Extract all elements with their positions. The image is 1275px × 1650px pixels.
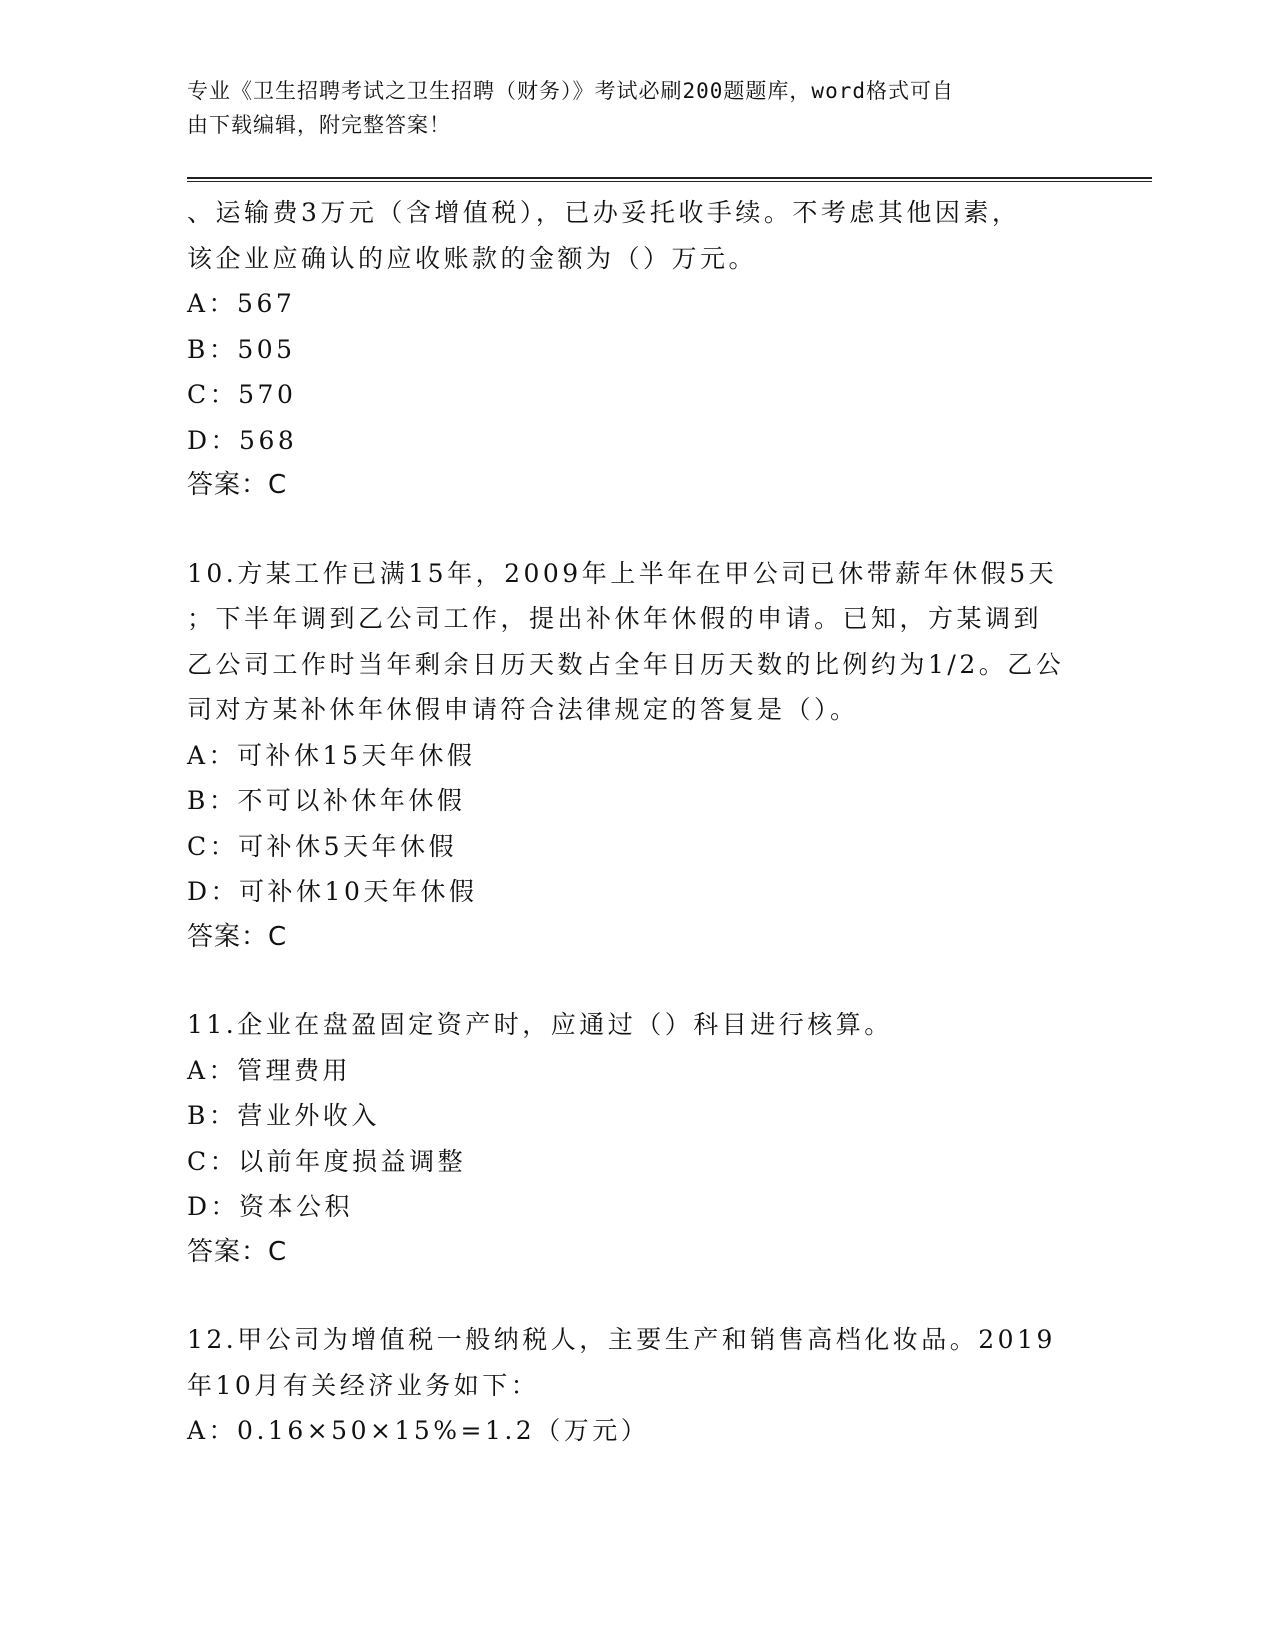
spacer bbox=[187, 509, 1117, 551]
option-c: C：以前年度损益调整 bbox=[187, 1146, 467, 1176]
option-c: C：570 bbox=[187, 380, 297, 409]
option-a: A：可补休15天年休假 bbox=[187, 740, 476, 770]
option-d: D：568 bbox=[187, 425, 298, 455]
option-b: B：不可以补休年休假 bbox=[187, 786, 466, 815]
option-a: A：0.16×50×15%=1.2（万元） bbox=[187, 1416, 650, 1445]
answer-label: 答案：C bbox=[187, 470, 288, 500]
question-9 bbox=[187, 190, 1117, 509]
option-d: D：可补休10天年休假 bbox=[187, 877, 478, 906]
spacer bbox=[187, 960, 1117, 1002]
question-stem-line: 、运输费3万元（含增值税），已办妥托收手续。不考虑其他因素， bbox=[187, 198, 1021, 227]
question-12 bbox=[187, 1317, 1117, 1454]
answer-label: 答案：C bbox=[187, 1236, 288, 1267]
spacer bbox=[187, 1275, 1117, 1317]
document-header bbox=[187, 74, 1087, 142]
option-d: D：资本公积 bbox=[187, 1192, 354, 1221]
question-11 bbox=[187, 1002, 1117, 1275]
header-divider-thin bbox=[187, 181, 1152, 182]
option-b: B：营业外收入 bbox=[187, 1101, 380, 1130]
question-stem-line: 年10月有关经济业务如下： bbox=[187, 1370, 540, 1400]
option-b: B：505 bbox=[187, 334, 296, 364]
question-stem-line: 司对方某补休年休假申请符合法律规定的答复是（）。 bbox=[187, 695, 859, 724]
question-stem-line: ；下半年调到乙公司工作，提出补休年休假的申请。已知，方某调到 bbox=[187, 604, 1043, 633]
question-10 bbox=[187, 551, 1117, 961]
question-stem-line: 11.企业在盘盈固定资产时，应通过（）科目进行核算。 bbox=[187, 1010, 893, 1039]
option-a: A：管理费用 bbox=[187, 1055, 352, 1085]
question-stem-line: 乙公司工作时当年剩余日历天数占全年日历天数的比例约为1/2。乙公 bbox=[187, 649, 1065, 679]
header-line-1: 专业《卫生招聘考试之卫生招聘（财务）》考试必刷200题题库，word格式可自 bbox=[187, 79, 954, 103]
question-stem-line: 12.甲公司为增值税一般纳税人，主要生产和销售高档化妆品。2019 bbox=[187, 1325, 1056, 1354]
answer-label: 答案：C bbox=[187, 921, 288, 952]
question-list bbox=[187, 190, 1117, 1454]
question-stem-line: 10.方某工作已满15年，2009年上半年在甲公司已休带薪年休假5天 bbox=[187, 558, 1058, 588]
header-line-2: 由下载编辑，附完整答案！ bbox=[187, 113, 451, 137]
option-c: C：可补休5天年休假 bbox=[187, 831, 458, 861]
header-divider-thick bbox=[187, 177, 1152, 179]
option-a: A：567 bbox=[187, 289, 296, 318]
question-stem-line: 该企业应确认的应收账款的金额为（）万元。 bbox=[187, 243, 758, 273]
